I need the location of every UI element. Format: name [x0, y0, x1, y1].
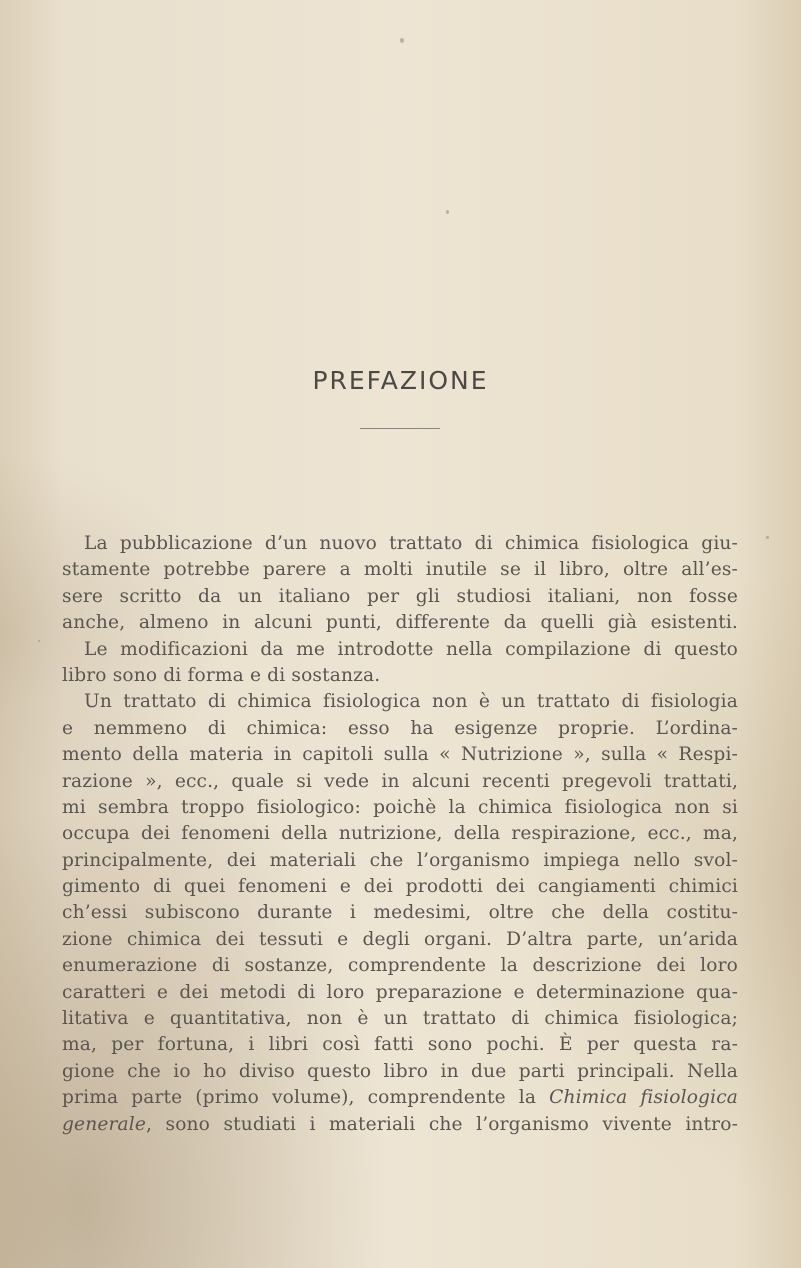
- paper-speck: [400, 38, 404, 43]
- paper-speck: [446, 210, 449, 214]
- text-line: Le modificazioni da me introdotte nella compilazione di questo: [84, 638, 738, 660]
- text-line: principalmente, dei materiali che l’organismo impiega nello svol-: [62, 849, 738, 871]
- page-title: PREFAZIONE: [312, 366, 489, 395]
- text-line: zione chimica dei tessuti e degli organi. D’altra parte, un’arida: [62, 928, 738, 950]
- text-line: libro sono di forma e di sostanza.: [62, 664, 381, 686]
- text-line: e nemmeno di chimica: esso ha esigenze proprie. L’ordina-: [62, 717, 738, 739]
- text-line: sere scritto da un italiano per gli studiosi italiani, non fosse: [62, 585, 738, 607]
- text-line: caratteri e dei metodi di loro preparazione e determinazione qua-: [62, 981, 738, 1003]
- paper-speck: [766, 536, 769, 539]
- text-line: litativa e quantitativa, non è un trattato di chimica fisiologica;: [62, 1008, 738, 1030]
- text-line: gione che io ho diviso questo libro in due parti principali. Nella: [62, 1060, 738, 1082]
- text-line-with-italic: [62, 1112, 738, 1138]
- title-divider: [360, 428, 440, 429]
- text-segment: , sono studiati i materiali che l’organismo vivente intro-: [146, 1113, 738, 1135]
- italic-term: Chimica fisiologica: [549, 1087, 738, 1109]
- text-line: razione », ecc., quale si vede in alcuni recenti pregevoli trattati,: [62, 770, 738, 792]
- text-line: anche, almeno in alcuni punti, differente da quelli già esistenti.: [62, 612, 738, 634]
- text-line: ma, per fortuna, i libri così fatti sono pochi. È per questa ra-: [62, 1034, 738, 1056]
- paper-speck: [38, 640, 40, 642]
- text-line-with-italic: [62, 1085, 738, 1111]
- text-line: Un trattato di chimica fisiologica non è un trattato di fisiologia: [84, 691, 738, 713]
- text-line: occupa dei fenomeni della nutrizione, della respirazione, ecc., ma,: [62, 823, 738, 845]
- preface-text: [62, 531, 738, 1138]
- text-line: stamente potrebbe parere a molti inutile se il libro, oltre all’es-: [62, 559, 738, 581]
- text-line: enumerazione di sostanze, comprendente la descrizione dei loro: [62, 955, 738, 977]
- text-line: mi sembra troppo fisiologico: poichè la chimica fisiologica non si: [62, 796, 738, 818]
- text-segment: prima parte (primo volume), comprendente la: [62, 1087, 537, 1109]
- italic-term: generale: [62, 1113, 147, 1135]
- text-line: mento della materia in capitoli sulla « Nutrizione », sulla « Respi-: [62, 744, 738, 766]
- text-line: ch’essi subiscono durante i medesimi, oltre che della costitu-: [62, 902, 738, 924]
- text-line: gimento di quei fenomeni e dei prodotti dei cangiamenti chimici: [62, 876, 738, 898]
- text-line: La pubblicazione d’un nuovo trattato di chimica fisiologica giu-: [84, 533, 738, 554]
